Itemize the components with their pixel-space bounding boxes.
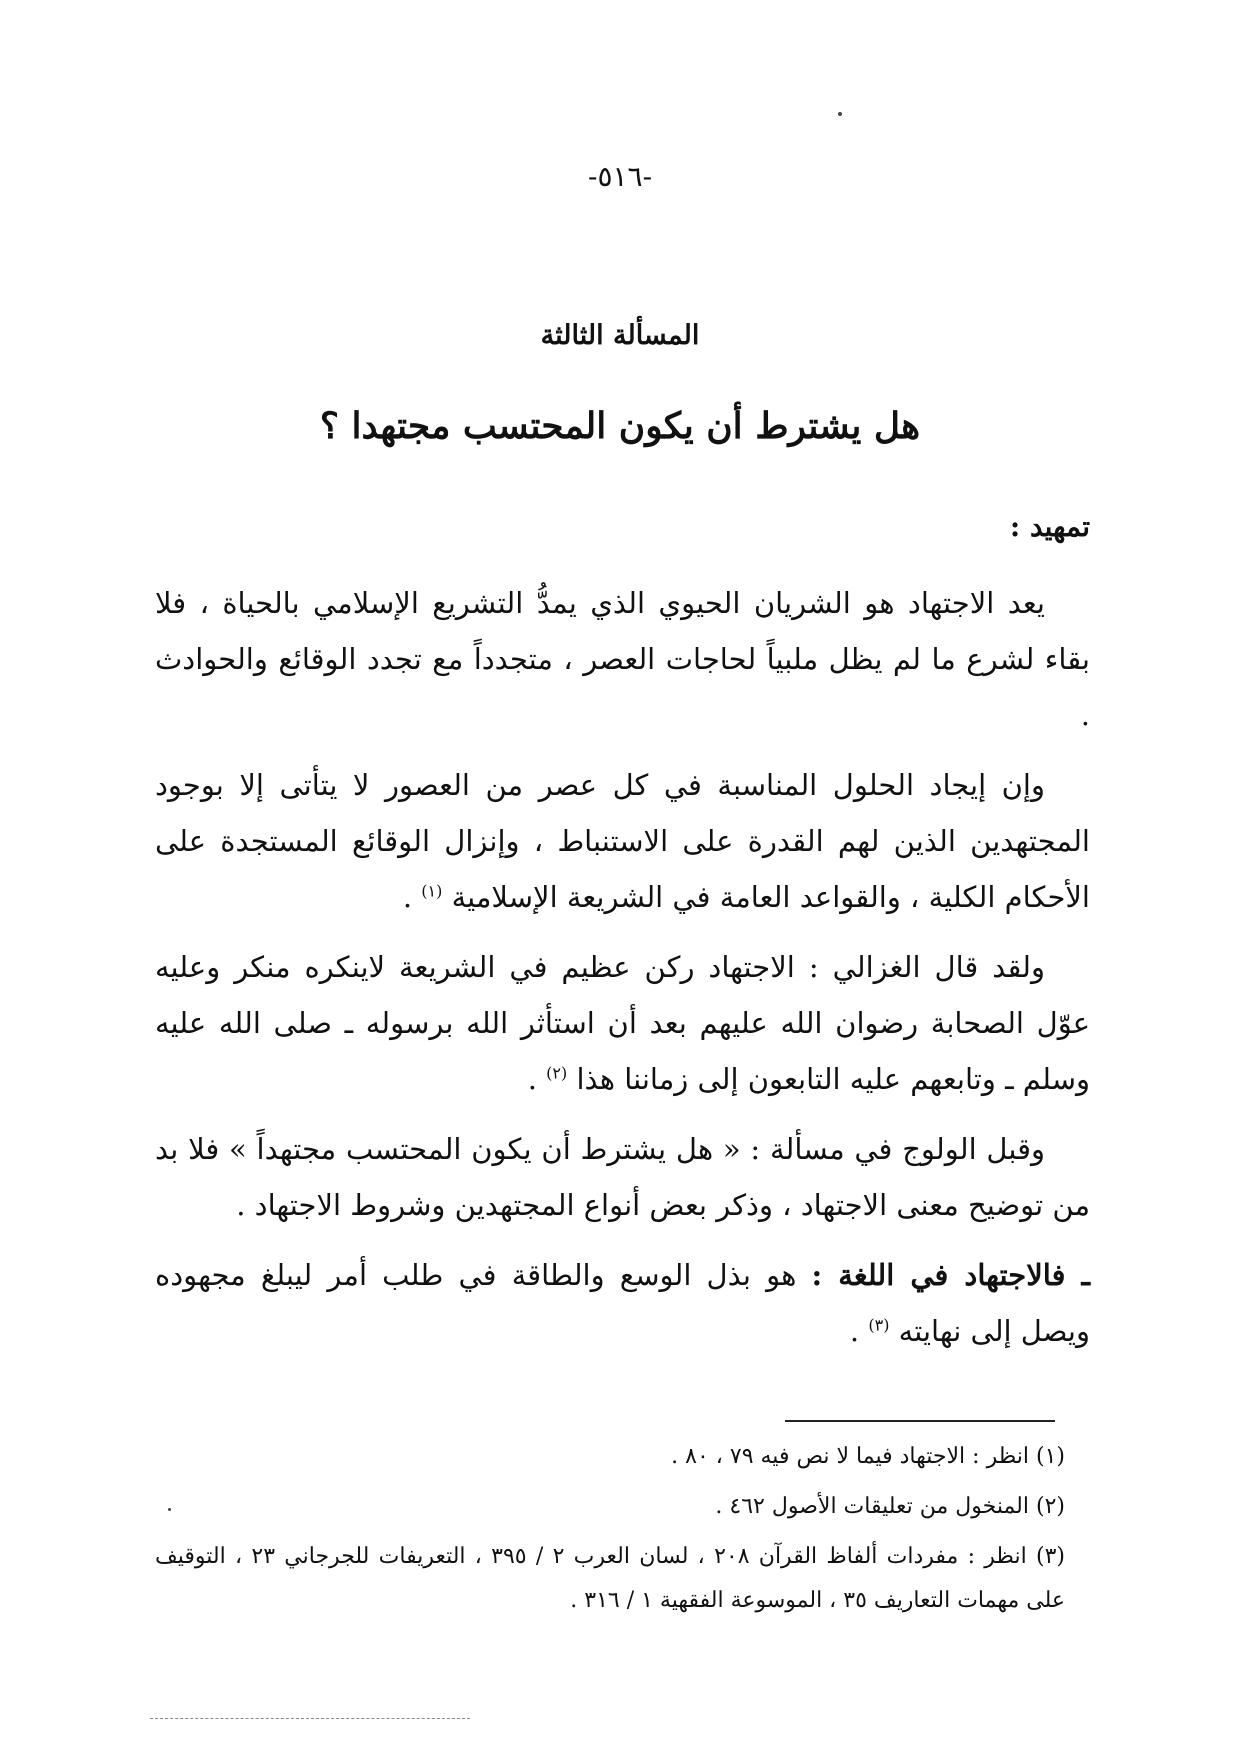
paragraph	[155, 757, 1090, 925]
footnote-ref: (٣)	[868, 1315, 890, 1335]
footnote: (١) انظر : الاجتهاد فيما لا نص فيه ٧٩ ، ٨٠ .	[671, 1444, 1065, 1469]
paragraph-end: .	[849, 1314, 869, 1348]
definition-paragraph	[155, 1247, 1090, 1359]
page-number: -٥١٦-	[587, 160, 653, 193]
paragraph	[155, 1121, 1090, 1233]
intro-heading: تمهيد :	[1009, 510, 1090, 543]
scan-speck	[838, 112, 842, 116]
footnote-separator	[785, 1420, 1055, 1422]
paragraph-end: .	[402, 880, 422, 914]
body-text	[155, 575, 1090, 1373]
definition-lead: ـ فالاجتهاد في اللغة :	[811, 1258, 1090, 1292]
footnote: (٣) انظر : مفردات ألفاظ القرآن ٢٠٨ ، لسان العرب ٢ / ٣٩٥ ، التعريفات للجرجاني ٢٣ ، التوقيف على مهمات التعاريف ٣٥ ، الموسوعة الفقهية ١ / ٣١٦ .	[155, 1544, 1065, 1613]
footnote: (٢) المنخول من تعليقات الأصول ٤٦٢ .	[715, 1494, 1065, 1519]
paragraph	[155, 939, 1090, 1107]
definition-text: هو بذل الوسع والطاقة في طلب أمر ليبلغ مجهوده ويصل إلى نهايته	[155, 1258, 1090, 1348]
footnote-ref: (١)	[421, 881, 443, 901]
paragraph-text: يعد الاجتهاد هو الشريان الحيوي الذي يمدُّ التشريع الإسلامي بالحياة ، فلا بقاء لشرع ما لم يظل ملبياً لحاجات العصر ، متجدداً مع تجدد الوقائع والحوادث .	[155, 586, 1090, 732]
footnote-ref: (٢)	[546, 1063, 568, 1083]
main-title: هل يشترط أن يكون المحتسب مجتهدا ؟	[319, 405, 921, 447]
section-label: المسألة الثالثة	[540, 320, 700, 351]
paragraph-text: ولقد قال الغزالي : الاجتهاد ركن عظيم في الشريعة لاينكره منكر وعليه عوّل الصحابة رضوان الله عليهم بعد أن استأثر الله برسوله ـ صلى الله عليه وسلم ـ وتابعهم عليه التابعون إلى زماننا هذا	[155, 950, 1090, 1096]
paragraph-text: وإن إيجاد الحلول المناسبة في كل عصر من العصور لا يتأتى إلا بوجود المجتهدين الذين لهم القدرة على الاستنباط ، وإنزال الوقائع المستجدة على الأحكام الكلية ، والقواعد العامة في الشريعة الإسلامية	[155, 768, 1090, 914]
paragraph	[155, 575, 1090, 743]
footnotes	[155, 1435, 1065, 1629]
paragraph-end: .	[527, 1062, 547, 1096]
scan-edge-line	[150, 1718, 470, 1719]
paragraph-text: وقبل الولوج في مسألة : « هل يشترط أن يكون المحتسب مجتهداً » فلا بد من توضيح معنى الاجتهاد ، وذكر بعض أنواع المجتهدين وشروط الاجتهاد .	[155, 1132, 1090, 1222]
